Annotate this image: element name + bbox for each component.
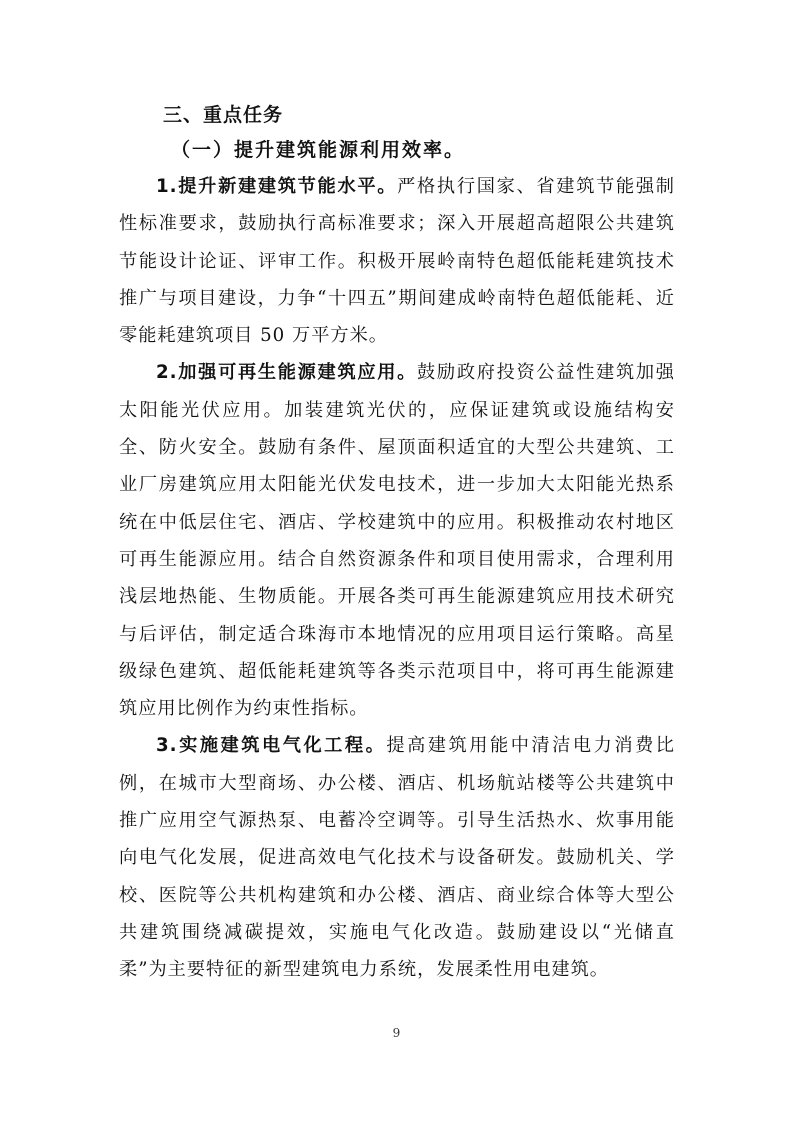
sub-heading: （一）提升建筑能源利用效率。 [171, 139, 466, 161]
paragraph-text: 鼓励政府投资公益性建筑加强太阳能光伏应用。加装建筑光伏的，应保证建筑或设施结构安全、防火安全。鼓励有条件、屋顶面积适宜的大型公共建筑、工业厂房建筑应用太阳能光伏发电技术，进一步加大太阳能光热系统在中低层住宅、酒店、学校建筑中的应用。积极推动农村地区可再生能源应用。结合自然资源条件和项目使用需求，合理利用浅层地热能、生物质能。开展各类可再生能源建筑应用技术研究与后评估，制定适合珠海市本地情况的应用项目运行策略。高星级绿色建筑、超低能耗建筑等各类示范项目中，将可再生能源建筑应用比例作为约束性指标。 [119, 362, 675, 720]
paragraph-electrification [119, 727, 675, 988]
paragraph-lead: 3.实施建筑电气化工程。 [156, 735, 387, 757]
section-heading: 三、重点任务 [163, 104, 284, 126]
page-number: 9 [392, 1026, 401, 1040]
paragraph-text: 严格执行国家、省建筑节能强制性标准要求，鼓励执行高标准要求；深入开展超高超限公共建筑节能设计论证、评审工作。积极开展岭南特色超低能耗建筑技术推广与项目建设，力争“十四五”期间建成岭南特色超低能耗、近零能耗建筑项目 50 万平方米。 [119, 176, 675, 347]
paragraph-new-building-efficiency [119, 168, 675, 354]
document-body [119, 98, 675, 989]
paragraph-renewable-energy [119, 354, 675, 727]
paragraph-text: 提高建筑用能中清洁电力消费比例，在城市大型商场、办公楼、酒店、机场航站楼等公共建筑中推广应用空气源热泵、电蓄冷空调等。引导生活热水、炊事用能向电气化发展，促进高效电气化技术与设备研发。鼓励机关、学校、医院等公共机构建筑和办公楼、酒店、商业综合体等大型公共建筑围绕减碳提效，实施电气化改造。鼓励建设以“光储直柔”为主要特征的新型建筑电力系统，发展柔性用电建筑。 [119, 735, 675, 981]
paragraph-lead: 2.加强可再生能源建筑应用。 [156, 362, 418, 384]
paragraph-lead: 1.提升新建建筑节能水平。 [156, 176, 398, 197]
